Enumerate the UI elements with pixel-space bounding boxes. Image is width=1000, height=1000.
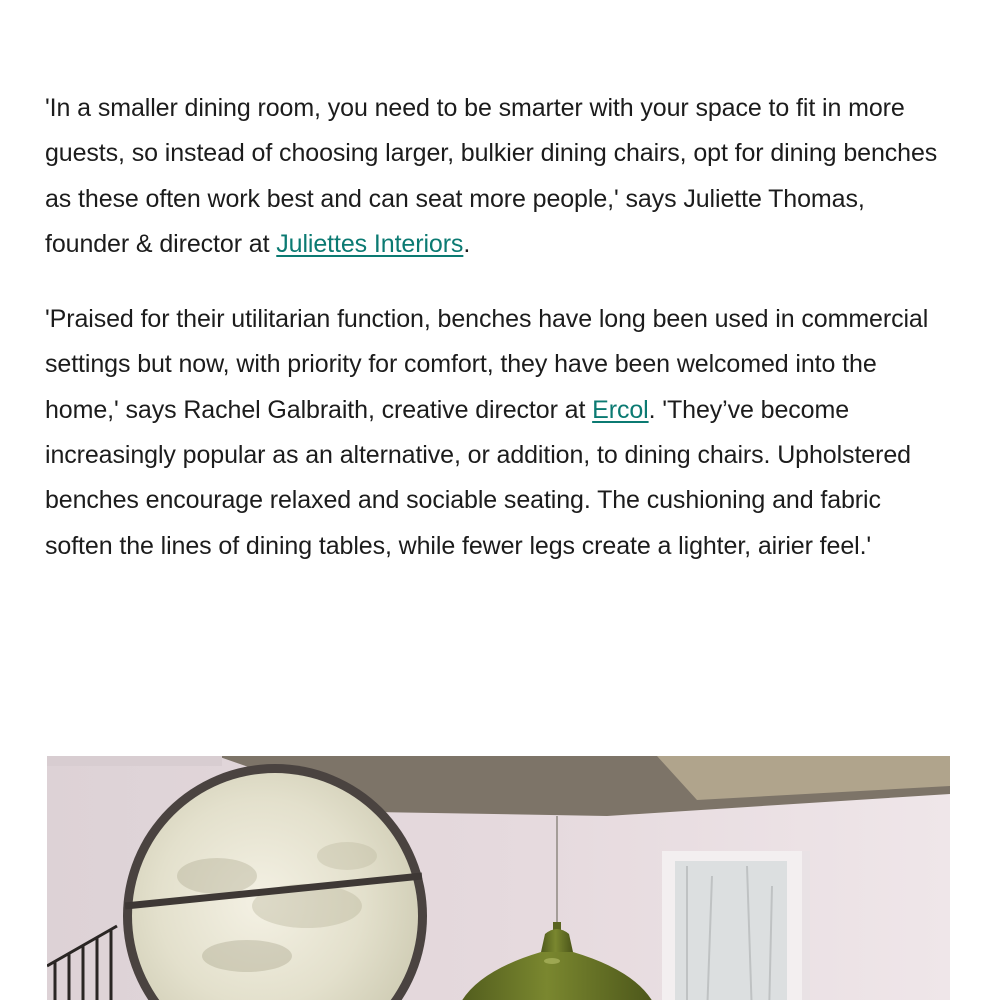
dining-room-photo bbox=[47, 756, 950, 1000]
quote-paragraph-juliette bbox=[45, 86, 955, 267]
dining-room-illustration bbox=[47, 756, 950, 1000]
paragraph-text-end: . 'They’ve become increasingly popular as an alternative, or addition, to dining chairs. Upholstered benches encourage relaxed and sociable seating. The cushioning and fabric soften the lines of dining tables, while fewer legs create a lighter, airier feel.' bbox=[45, 395, 911, 560]
door-frame bbox=[802, 851, 810, 1000]
quote-paragraph-rachel bbox=[45, 297, 955, 569]
article-body bbox=[45, 86, 955, 569]
paragraph-text: 'In a smaller dining room, you need to be smarter with your space to fit in more guests, so instead of choosing larger, bulkier dining chairs, opt for dining benches as these often work best and can seat more people,' says Juliette Thomas, founder & director at bbox=[45, 94, 938, 258]
link-ercol[interactable]: Ercol bbox=[592, 395, 649, 424]
link-juliettes-interiors[interactable]: Juliettes Interiors bbox=[276, 229, 464, 258]
paragraph-text: 'Praised for their utilitarian function, benches have long been used in commercial settings but now, with priority for comfort, they have been welcomed into the home,' says Rachel Galbraith, creative director at bbox=[45, 305, 929, 424]
paragraph-text-end: . bbox=[463, 229, 471, 258]
ceiling-edge bbox=[47, 756, 222, 766]
